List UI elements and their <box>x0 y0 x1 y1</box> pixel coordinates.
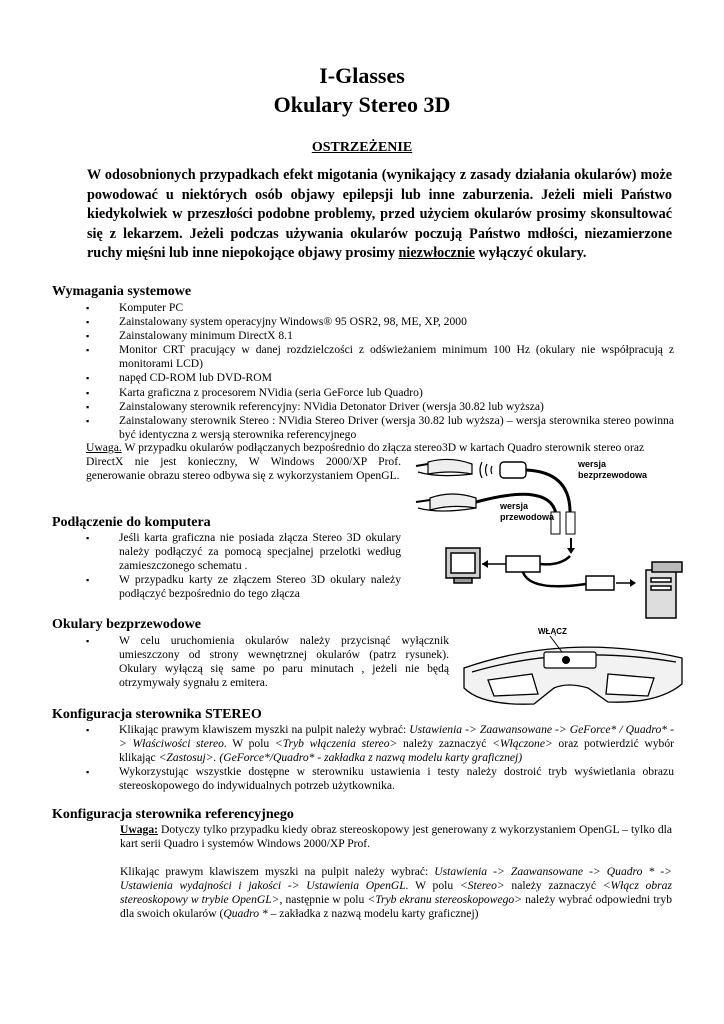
wireless-cable <box>526 470 570 512</box>
list-item: ▪ napęd CD-ROM lub DVD-ROM <box>86 371 674 385</box>
requirements-heading: Wymagania systemowe <box>52 284 192 299</box>
wireless-heading: Okulary bezprzewodowe <box>52 617 201 632</box>
arrow-left-icon <box>482 560 488 568</box>
wireless-list <box>86 634 449 690</box>
connection-heading: Podłączenie do komputera <box>52 515 211 530</box>
list-item: ▪ Karta graficzna z procesorem NVidia (seria GeForce lub Quadro) <box>86 386 674 400</box>
list-item: ▪ Zainstalowany sterownik Stereo : NVidia Stereo Driver (wersja 30.82 lub wyższa) – wersja sterownika stereo powinna być identyczna z wersją sterownika referencyjnego <box>86 414 674 442</box>
requirements-note: Uwaga. W przypadku okularów podłączanych bezpośrednio do złącza stereo3D w kartach Quadro sterownik stereo oraz <box>86 441 645 454</box>
note-label: Uwaga: <box>120 823 158 836</box>
list-item: ▪ Zainstalowany sterownik referencyjny: NVidia Detonator Driver (wersja 30.82 lub wyższa) <box>86 400 674 414</box>
requirements-note-cont: DirectX nie jest konieczny, W Windows 2000/XP Prof. generowanie obrazu stereo odbywa się z wykorzystaniem OpenGL. <box>86 455 401 483</box>
document-title: I-Glasses <box>319 63 405 88</box>
adapter <box>506 556 540 572</box>
ref-config-heading: Konfiguracja sterownika referencyjnego <box>52 807 294 822</box>
connection-list <box>86 531 401 601</box>
label-wireless-1: wersja <box>578 459 607 469</box>
power-button-icon <box>562 656 570 664</box>
wired-glasses-illustration <box>416 494 476 511</box>
ref-config-paragraph: Klikając prawym klawiszem myszki na pulpit należy wybrać: Ustawienia -> Zaawansowane -> Quadro * -> Ustawienia wydajności i jakości -> Ustawienia OpenGL. W polu <Stereo> należy zaznaczyć <Włącz obraz stereoskopowy w trybie OpenGL>, następnie w polu <Tryb ekranu stereoskopowego> należy wybrać odpowiedni tryb dla swoich okularów (Quadro * – zakładka z nazwą modelu karty graficznej) <box>120 865 673 921</box>
requirements-list <box>86 301 674 442</box>
list-item: ▪ Zainstalowany minimum DirectX 8.1 <box>86 329 674 343</box>
list-item: ▪ Zainstalowany system operacyjny Windows® 95 OSR2, 98, ME, XP, 2000 <box>86 315 674 329</box>
pc-tower-illustration <box>646 562 682 618</box>
monitor-illustration <box>446 548 480 583</box>
wireless-glasses-switch-diagram <box>458 622 688 714</box>
list-item: ▪ Komputer PC <box>86 301 674 315</box>
list-item: ▪ Jeśli karta graficzna nie posiada złącza Stereo 3D okulary należy podłączyć za pomocą specjalnej przelotki według zamieszczonego schematu . <box>86 531 401 573</box>
warning-heading: OSTRZEŻENIE <box>311 140 413 155</box>
warning-text: W odosobnionych przypadkach efekt migotania (wynikający z zasady działania okularów) może powodować u niektórych osób objawy epilepsji lub inne zaburzenia. Jeżeli mieli Państwo kiedykolwiek w przeszłości podobne problemy, przed użyciem okularów prosimy skonsultować się z lekarzem. Jeżeli podczas używania okularów poczują Państwo mdłości, niezamierzone ruchy mięśni lub inne niepokojące objawy prosimy niezwłocznie wyłączyć okulary. <box>87 167 672 261</box>
arrow-right-icon <box>630 579 636 587</box>
ref-config-note: Uwaga: Dotyczy tylko przypadku kiedy obraz stereoskopowy jest generowany z wykorzystaniem OpenGL – tylko dla kart serii Quadro i systemów Windows 2000/XP Prof. <box>120 823 672 851</box>
label-wireless-2: bezprzewodowa <box>578 470 648 480</box>
connection-diagram <box>410 452 700 620</box>
list-item: ▪ Monitor CRT pracujący w danej rozdzielczości z odświeżaniem minimum 100 Hz (okulary nie współpracują z monitorami LCD) <box>86 343 674 371</box>
list-item: ▪ Klikając prawym klawiszem myszki na pulpit należy wybrać: Ustawienia -> Zaawansowane -> GeForce* / Quadro* -> Właściwości stereo. W polu <Tryb włączenia stereo> należy zaznaczyć <Włączone> oraz potwierdzić wybór klikając <Zastosuj>. (GeForce*/Quadro* - zakładka z nazwą modelu karty graficznej) <box>86 723 674 765</box>
emitter-box <box>500 462 526 478</box>
wireless-glasses-illustration <box>416 459 472 475</box>
signal-icon <box>480 462 492 478</box>
switch-label: WŁĄCZ <box>538 627 567 636</box>
note-label: Uwaga. <box>86 441 122 454</box>
plug-right <box>566 512 575 534</box>
warning-emphasis: niezwłocznie <box>398 245 475 261</box>
document-subtitle: Okulary Stereo 3D <box>273 92 451 117</box>
list-item: ▪ W przypadku karty ze złączem Stereo 3D okulary należy podłączyć bezpośrednio do tego złącza <box>86 573 401 601</box>
list-item: ▪ W celu uruchomienia okularów należy przycisnąć wyłącznik umieszczony od strony wewnętrznej okularów (patrz rysunek). Okulary wyłączą się same po paru minutach , jeżeli nie będą otrzymywały sygnału z emitera. <box>86 634 449 690</box>
label-wired-1: wersja <box>500 501 529 511</box>
stereo-config-list <box>86 723 674 793</box>
stereo-config-heading: Konfiguracja sterownika STEREO <box>52 707 262 722</box>
vga-connector <box>586 576 614 590</box>
list-item: ▪ Wykorzystując wszystkie dostępne w sterowniku ustawienia i testy należy dostroić tryb wyświetlania obrazu stereoskopowego do indywidualnych potrzeb użytkownika. <box>86 765 674 793</box>
label-wired-2: przewodowa <box>500 512 555 522</box>
